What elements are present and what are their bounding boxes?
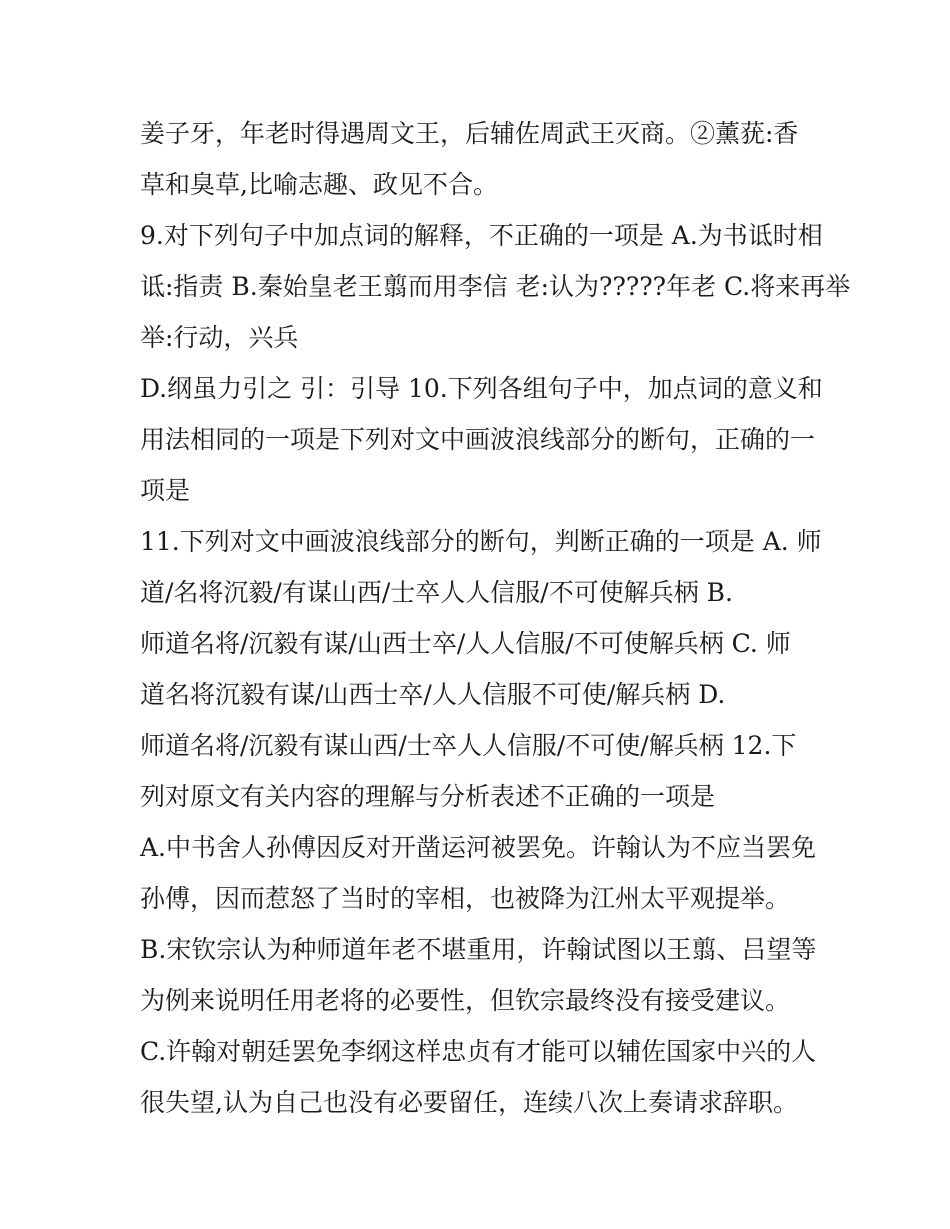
text-line-14: 列对原文有关内容的理解与分析表述不正确的一项是	[140, 782, 716, 811]
text-line-12: 道名将沉毅有谋/山西士卒/人人信服不可使/解兵柄 D.	[140, 680, 726, 709]
text-line-3: 9.对下列句子中加点词的解释，不正确的一项是 A.为书诋时相	[140, 221, 823, 250]
text-line-15: A.中书舍人孙傅因反对开凿运河被罢免。许翰认为不应当罢免	[140, 833, 817, 862]
text-line-19: C.许翰对朝廷罢免李纲这样忠贞有才能可以辅佐国家中兴的人	[140, 1037, 817, 1066]
text-line-2: 草和臭草,比喻志趣、政见不合。	[140, 170, 498, 199]
text-line-13: 师道名将/沉毅有谋山西/士卒人人信服/不可使/解兵柄 12.下	[140, 731, 797, 760]
text-line-18: 为例来说明任用老将的必要性，但钦宗最终没有接受建议。	[140, 986, 791, 1015]
text-line-4: 诋:指责 B.秦始皇老王翦而用李信 老:认为?????年老 C.将来再举	[140, 272, 851, 301]
text-line-8: 项是	[140, 476, 191, 505]
text-line-1: 姜子牙，年老时得遇周文王，后辅佐周武王灭商。②薰莸:香	[140, 119, 799, 148]
text-line-10: 道/名将沉毅/有谋山西/士卒人人信服/不可使解兵柄 B.	[140, 578, 733, 607]
text-line-5: 举:行动，兴兵	[140, 323, 299, 352]
document-text-block	[140, 108, 851, 1128]
text-line-11: 师道名将/沉毅有谋/山西士卒/人人信服/不可使解兵柄 C. 师	[140, 629, 791, 658]
text-line-17: B.宋钦宗认为种师道年老不堪重用，许翰试图以王翦、吕望等	[140, 935, 817, 964]
text-line-20: 很失望,认为自己也没有必要留任，连续八次上奏请求辞职。	[140, 1088, 798, 1117]
text-line-9: 11.下列对文中画波浪线部分的断句，判断正确的一项是 A. 师	[140, 527, 822, 556]
text-line-6: D.纲虽力引之 引：引导 10.下列各组句子中，加点词的意义和	[140, 374, 823, 403]
text-line-7: 用法相同的一项是下列对文中画波浪线部分的断句，正确的一	[140, 425, 816, 454]
text-line-16: 孙傅，因而惹怒了当时的宰相，也被降为江州太平观提举。	[140, 884, 791, 913]
